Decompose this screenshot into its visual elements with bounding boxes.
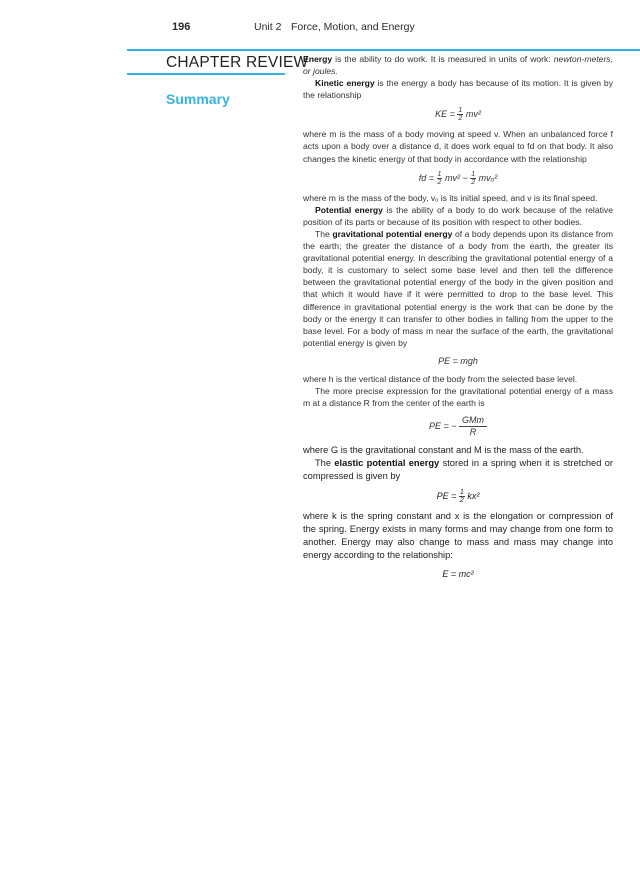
energy-paragraph: Energy is the ability to do work. It is measured in units of work: newton-meters, or joules. bbox=[303, 54, 613, 77]
potential-paragraph: Potential energy is the ability of a body to do work because of the relative position of its parts or because of its position with respect to other bodies. bbox=[303, 204, 613, 227]
chapter-rule bbox=[127, 73, 285, 75]
fraction-half: $\frac{1}{2}$ bbox=[458, 107, 463, 123]
height-paragraph: where h is the vertical distance of the body from the selected base level. bbox=[303, 373, 578, 384]
gravitational-paragraph: The gravitational potential energy of a body depends upon its distance from the earth; the greater the distance of a body from the earth, the greater its gravitational potential energy. In describing the gravitational potential energy of a body, it is customary to select some base level and then tell the difference between the gravitational potential energy of the body in the given position and that which it would have if it were permitted to drop to the base level. This difference in gravitational potential energy is the work that can be done by the body or the energy it can transfer to other bodies in falling from the upper to the base level. For a body of mass m near the surface of the earth, the gravitational potential energy is given by bbox=[303, 228, 613, 348]
equation-elastic: PE = $\frac{1}{2}$ kx² bbox=[436, 489, 480, 505]
term-potential-energy: Potential energy bbox=[315, 204, 383, 215]
term-energy: Energy bbox=[303, 54, 333, 64]
kinetic-paragraph: Kinetic energy is the energy a body has because of its motion. It is given by the relationship bbox=[303, 78, 613, 101]
fraction-half: $\frac{1}{2}$ bbox=[437, 170, 442, 186]
equation-mgh: PE = mgh bbox=[438, 355, 478, 366]
section-title: Summary bbox=[166, 91, 230, 107]
chapter-title: CHAPTER REVIEW bbox=[166, 54, 309, 71]
fraction-gmm-over-r: GMm R bbox=[459, 415, 487, 438]
spring-paragraph: where k is the spring constant and x is the elongation or compression of the spring. Energy exists in many forms and may change from one form to another. Energy may also change to mass and mass may change into energy according to the relationship: bbox=[303, 511, 613, 561]
equation-gravitational-general: PE = − GMm R bbox=[303, 415, 613, 438]
elastic-paragraph: The elastic potential energy stored in a spring when it is stretched or compressed is given by bbox=[303, 458, 613, 482]
fraction-half: $\frac{1}{2}$ bbox=[459, 489, 464, 505]
equation-work-energy: fd = $\frac{1}{2}$ mv² − $\frac{1}{2}$ mvₒ² bbox=[418, 170, 498, 186]
unit-label: Unit 2 bbox=[254, 21, 282, 33]
unit-title: Force, Motion, and Energy bbox=[291, 21, 415, 33]
constant-paragraph: where G is the gravitational constant and M is the mass of the earth. bbox=[303, 445, 584, 456]
precise-expression-paragraph: The more precise expression for the gravitational potential energy of a mass m at a distance R from the center of the earth is bbox=[303, 386, 613, 409]
crisp-section bbox=[303, 444, 613, 581]
header-rule bbox=[127, 49, 640, 51]
term-kinetic-energy: Kinetic energy bbox=[315, 78, 375, 89]
page-header bbox=[0, 21, 640, 37]
speed-definition-paragraph: where m is the mass of the body, vₒ is its initial speed, and v is its final speed. bbox=[303, 192, 598, 203]
term-elastic-potential-energy: elastic potential energy bbox=[334, 458, 440, 469]
work-energy-paragraph: where m is the mass of a body moving at speed v. When an unbalanced force f acts upon a body over a distance d, it does work equal to fd on that body. It also changes the kinetic energy of that body in accordance with the relationship bbox=[303, 129, 613, 164]
term-gravitational-potential-energy: gravitational potential energy bbox=[332, 228, 453, 239]
equation-mass-energy: E = mc² bbox=[442, 569, 474, 580]
fraction-half: $\frac{1}{2}$ bbox=[471, 170, 476, 186]
page-number: 196 bbox=[172, 21, 191, 33]
equation-kinetic-energy: KE = $\frac{1}{2}$ mv² bbox=[435, 107, 481, 123]
summary-content bbox=[303, 53, 613, 587]
